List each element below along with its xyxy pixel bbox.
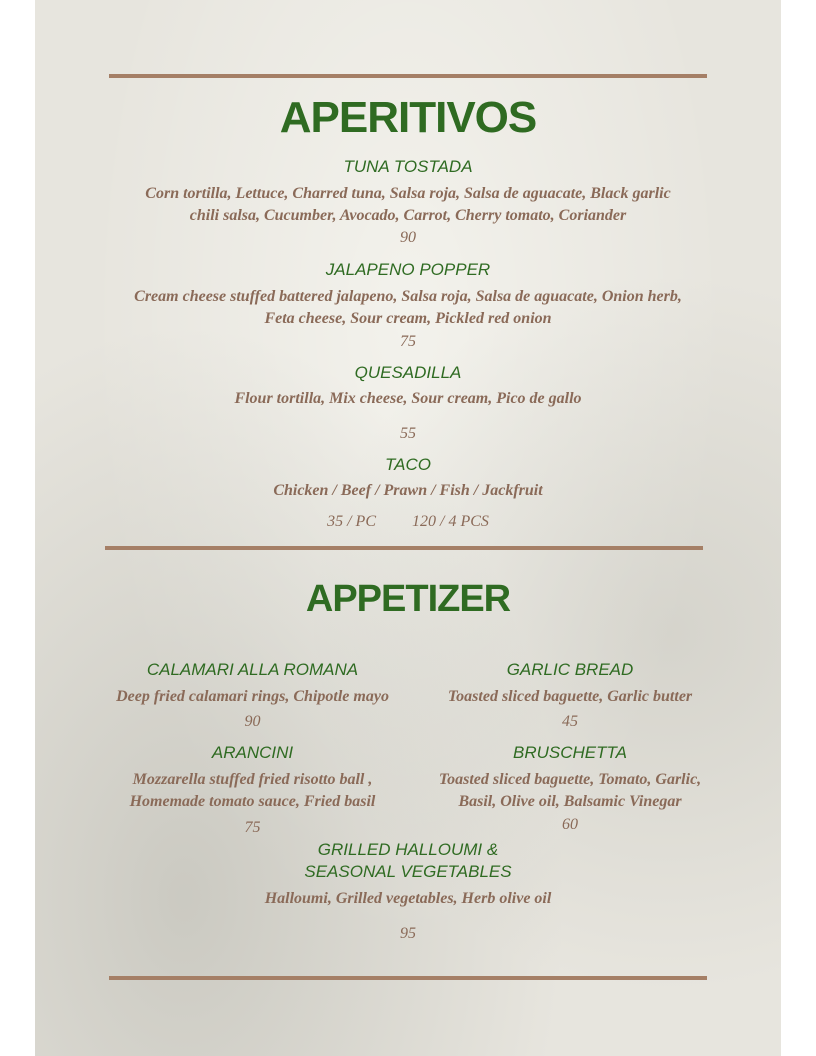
menu-page	[35, 0, 781, 1056]
item-price-tuna-tostada: 90	[400, 229, 416, 246]
item-price-taco-single: 35 / PC	[327, 513, 376, 530]
item-name-calamari: CALAMARI ALLA ROMANA	[146, 660, 359, 679]
top-divider	[109, 74, 707, 78]
item-desc-quesadilla: Flour tortilla, Mix cheese, Sour cream, Pico de gallo	[234, 390, 582, 407]
item-name-garlic-bread: GARLIC BREAD	[506, 660, 634, 679]
item-name-bruschetta: BRUSCHETTA	[513, 743, 627, 762]
item-price-halloumi: 95	[400, 925, 416, 942]
item-desc-halloumi: Halloumi, Grilled vegetables, Herb olive oil	[264, 890, 552, 907]
item-desc-bruschetta-line2: Basil, Olive oil, Balsamic Vinegar	[458, 793, 682, 810]
item-price-taco	[35, 512, 781, 532]
item-desc-garlic-bread: Toasted sliced baguette, Garlic butter	[447, 688, 693, 705]
bottom-divider	[109, 976, 707, 980]
section-title-appetizer: APPETIZER	[305, 578, 511, 620]
item-desc-taco: Chicken / Beef / Prawn / Fish / Jackfruit	[273, 482, 543, 499]
item-price-bruschetta: 60	[562, 816, 578, 833]
item-price-garlic-bread: 45	[562, 713, 578, 730]
item-desc-calamari: Deep fried calamari rings, Chipotle mayo	[116, 688, 389, 705]
item-name-taco: TACO	[385, 455, 431, 474]
item-price-arancini: 75	[244, 819, 261, 836]
item-desc-bruschetta-line1: Toasted sliced baguette, Tomato, Garlic,	[438, 771, 702, 788]
middle-divider	[105, 546, 703, 550]
item-name-arancini: ARANCINI	[211, 743, 294, 762]
item-desc-arancini-line1: Mozzarella stuffed fried risotto ball ,	[132, 771, 373, 788]
item-name-jalapeno-popper: JALAPENO POPPER	[325, 260, 491, 279]
item-desc-jalapeno-popper-line1: Cream cheese stuffed battered jalapeno, Salsa roja, Salsa de aguacate, Onion herb,	[134, 288, 682, 305]
section-title-aperitivos: APERITIVOS	[279, 93, 537, 142]
item-name-halloumi-line2: SEASONAL VEGETABLES	[304, 862, 512, 881]
item-price-taco-four: 120 / 4 PCS	[412, 513, 489, 530]
item-price-calamari: 90	[244, 713, 261, 730]
item-desc-tuna-tostada-line1: Corn tortilla, Lettuce, Charred tuna, Salsa roja, Salsa de aguacate, Black garlic	[145, 185, 671, 202]
item-name-quesadilla: QUESADILLA	[354, 363, 462, 382]
item-price-quesadilla: 55	[400, 425, 416, 442]
item-desc-jalapeno-popper-line2: Feta cheese, Sour cream, Pickled red onion	[264, 310, 552, 327]
item-name-halloumi-line1: GRILLED HALLOUMI &	[317, 840, 499, 859]
item-name-tuna-tostada: TUNA TOSTADA	[343, 157, 473, 176]
item-desc-tuna-tostada-line2: chili salsa, Cucumber, Avocado, Carrot, Cherry tomato, Coriander	[189, 207, 627, 224]
item-desc-arancini-line2: Homemade tomato sauce, Fried basil	[129, 793, 376, 810]
item-price-jalapeno-popper: 75	[400, 333, 416, 350]
